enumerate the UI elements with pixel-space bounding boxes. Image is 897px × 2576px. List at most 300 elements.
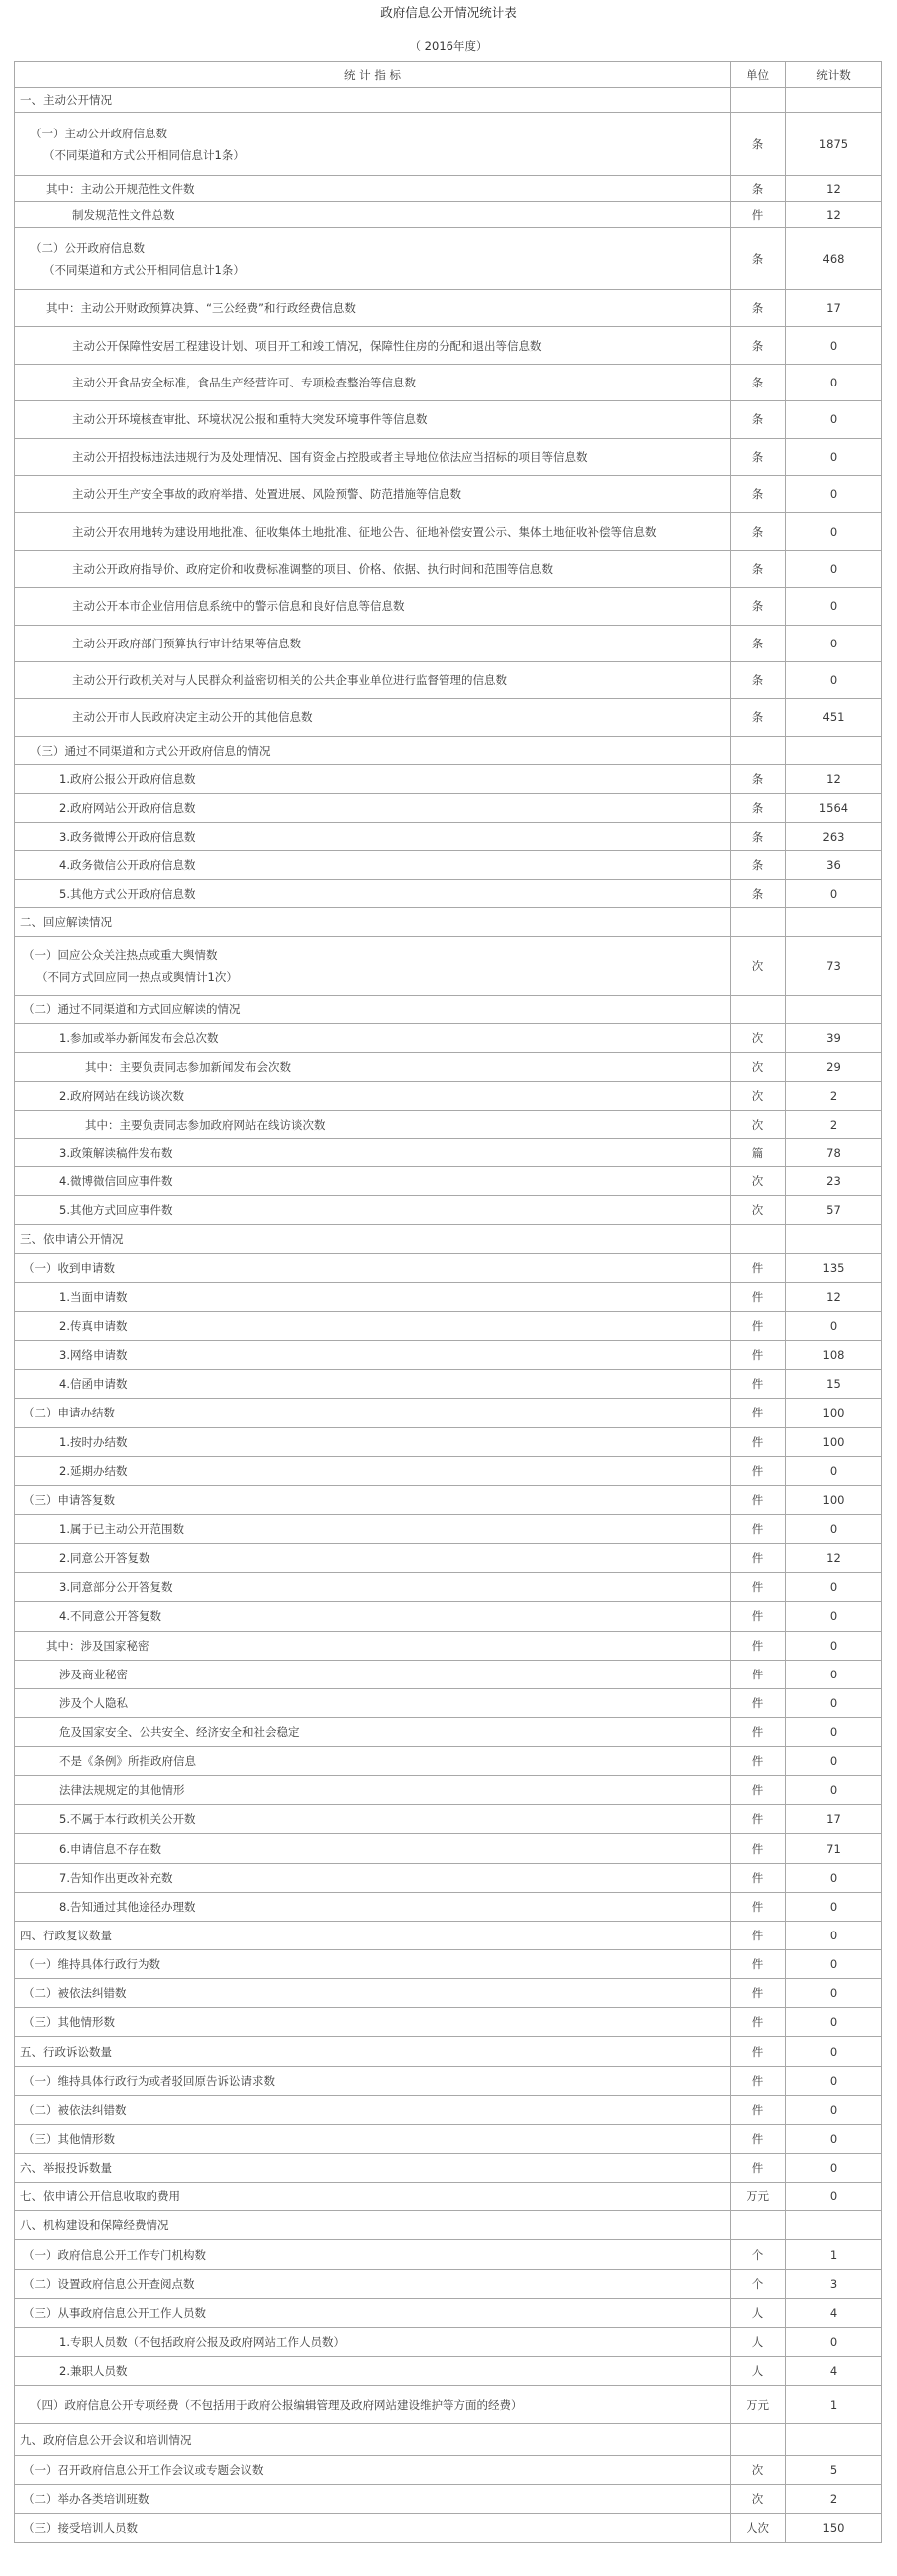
unit-cell: 件: [731, 1573, 786, 1601]
table-row: [15, 1661, 881, 1689]
indicator-label: 2.政府网站公开政府信息数: [15, 794, 731, 822]
table-row: [15, 1053, 881, 1082]
count-cell: 0: [829, 338, 838, 353]
indicator-label: 2.延期办结数: [15, 1457, 731, 1485]
count-cell: [786, 908, 881, 936]
unit-cell: 件: [731, 1864, 786, 1892]
unit-cell: 件: [731, 1370, 786, 1398]
indicator-label: 其中：主动公开财政预算决算、“三公经费”和行政经费信息数: [15, 290, 731, 326]
unit-cell: 条: [731, 113, 786, 175]
table-row: [15, 513, 881, 550]
count-cell: 0: [829, 1870, 838, 1885]
count-cell: 0: [829, 1754, 838, 1769]
unit-cell: 件: [731, 1922, 786, 1949]
count-cell: 0: [829, 1724, 838, 1739]
indicator-label: 主动公开保障性安居工程建设计划、项目开工和竣工情况，保障性住房的分配和退出等信息数: [15, 327, 731, 363]
table-row: [15, 851, 881, 880]
table-row: [15, 2008, 881, 2037]
count-cell: 12: [826, 181, 841, 196]
table-row: [15, 1632, 881, 1661]
unit-cell: 件: [731, 2067, 786, 2095]
table-row: [15, 737, 881, 766]
count-cell: 3: [829, 2276, 838, 2291]
unit-cell: 条: [731, 794, 786, 822]
indicator-label: 3.政务微博公开政府信息数: [15, 823, 731, 851]
indicator-label: （三）其他情形数: [15, 2008, 731, 2036]
table-row: [15, 1196, 881, 1225]
table-row: [15, 1893, 881, 1922]
count-cell: [786, 1225, 881, 1253]
unit-cell: 件: [731, 1805, 786, 1833]
unit-cell: 次: [731, 1196, 786, 1224]
indicator-label: （一）主动公开政府信息数: [30, 126, 167, 140]
unit-cell: 次: [731, 1024, 786, 1052]
indicator-label: （三）从事政府信息公开工作人员数: [15, 2299, 731, 2327]
section-row: [15, 908, 881, 937]
unit-cell: 次: [731, 1082, 786, 1110]
section-row: [15, 2154, 881, 2183]
indicator-label: 3.同意部分公开答复数: [15, 1573, 731, 1601]
count-cell: 0: [829, 886, 838, 901]
count-cell: 0: [829, 1667, 838, 1681]
table-row: [15, 626, 881, 662]
indicator-label: 一、主动公开情况: [15, 88, 731, 112]
unit-cell: 件: [731, 1834, 786, 1862]
indicator-label: 5.不属于本行政机关公开数: [15, 1805, 731, 1833]
count-cell: [786, 996, 881, 1024]
indicator-label: （三）申请答复数: [15, 1486, 731, 1514]
section-row: [15, 2183, 881, 2211]
indicator-label: 1.政府公报公开政府信息数: [15, 765, 731, 793]
indicator-label: （一）收到申请数: [15, 1254, 731, 1282]
table-row: [15, 1457, 881, 1486]
indicator-label: （三）通过不同渠道和方式公开政府信息的情况: [15, 737, 731, 765]
unit-cell: 条: [731, 401, 786, 437]
indicator-label: （二）被依法纠错数: [15, 2096, 731, 2124]
indicator-label: 2.兼职人员数: [15, 2357, 731, 2385]
count-cell: 23: [826, 1174, 841, 1189]
count-cell: 0: [829, 1522, 838, 1536]
count-cell: 0: [829, 1899, 838, 1914]
unit-cell: 人次: [731, 2514, 786, 2542]
indicator-label: 七、依申请公开信息收取的费用: [15, 2183, 731, 2210]
indicator-label: 主动公开政府指导价、政府定价和收费标准调整的项目、价格、依据、执行时间和范围等信息数: [15, 551, 731, 587]
unit-cell: 件: [731, 1776, 786, 1804]
table-row: [15, 113, 881, 176]
table-row: [15, 476, 881, 513]
table-row: [15, 1718, 881, 1747]
count-cell: 0: [829, 1463, 838, 1478]
indicator-label: 其中：主动公开规范性文件数: [15, 176, 731, 201]
table-row: [15, 551, 881, 588]
unit-cell: 个: [731, 2240, 786, 2268]
table-row: [15, 1341, 881, 1370]
table-row: [15, 1283, 881, 1312]
count-cell: 78: [826, 1146, 841, 1160]
unit-cell: 条: [731, 699, 786, 735]
table-row: [15, 1950, 881, 1979]
unit-cell: 条: [731, 365, 786, 400]
table-row: [15, 996, 881, 1025]
indicator-label: 6.申请信息不存在数: [15, 1834, 731, 1862]
count-cell: 0: [829, 673, 838, 688]
unit-cell: 条: [731, 626, 786, 661]
unit-cell: 次: [731, 937, 786, 995]
indicator-label: 危及国家安全、公共安全、经济安全和社会稳定: [15, 1718, 731, 1746]
indicator-label: （二）设置政府信息公开查阅点数: [15, 2270, 731, 2298]
table-row: [15, 290, 881, 327]
indicator-label: 其中：主要负责同志参加政府网站在线访谈次数: [15, 1111, 731, 1139]
count-cell: 0: [829, 2015, 838, 2030]
count-cell: 0: [829, 561, 838, 576]
count-cell: [786, 2211, 881, 2239]
indicator-label: （一）维持具体行政行为或者驳回原告诉讼请求数: [15, 2067, 731, 2095]
table-row: [15, 327, 881, 364]
count-cell: 1875: [818, 136, 849, 151]
unit-cell: 件: [731, 2096, 786, 2124]
indicator-label: 六、举报投诉数量: [15, 2154, 731, 2182]
table-row: [15, 1082, 881, 1111]
indicator-label: 3.政策解读稿件发布数: [15, 1139, 731, 1166]
indicator-cell: [15, 113, 731, 175]
table-row: [15, 1254, 881, 1283]
section-row: [15, 1922, 881, 1950]
indicator-label: 九、政府信息公开会议和培训情况: [15, 2424, 731, 2455]
count-cell: 17: [826, 1812, 841, 1827]
page-title: 政府信息公开情况统计表: [380, 5, 517, 20]
unit-cell: 次: [731, 1167, 786, 1195]
indicator-label: （三）接受培训人员数: [15, 2514, 731, 2542]
indicator-label: 3.网络申请数: [15, 1341, 731, 1369]
table-row: [15, 699, 881, 736]
table-row: [15, 1024, 881, 1053]
indicator-label: 主动公开环境核查审批、环境状况公报和重特大突发环境事件等信息数: [15, 401, 731, 437]
count-cell: 0: [829, 1609, 838, 1624]
count-cell: 0: [829, 487, 838, 502]
count-cell: 150: [822, 2521, 845, 2536]
count-cell: 451: [822, 710, 845, 725]
statistics-table: [14, 61, 882, 2543]
count-cell: 100: [822, 1492, 845, 1507]
unit-cell: [731, 1225, 786, 1253]
count-cell: 2: [829, 2492, 838, 2507]
count-cell: 17: [826, 301, 841, 316]
table-row: [15, 401, 881, 438]
indicator-label: 二、回应解读情况: [15, 908, 731, 936]
count-cell: 0: [829, 636, 838, 650]
unit-cell: [731, 996, 786, 1024]
unit-cell: 件: [731, 2125, 786, 2153]
unit-cell: 次: [731, 1053, 786, 1081]
unit-cell: 条: [731, 476, 786, 512]
table-row: [15, 1428, 881, 1457]
unit-cell: 人: [731, 2328, 786, 2356]
unit-cell: 篇: [731, 1139, 786, 1166]
indicator-cell: [15, 228, 731, 289]
count-cell: [786, 88, 881, 112]
unit-cell: 件: [731, 1254, 786, 1282]
indicator-label: （一）召开政府信息公开工作会议或专题会议数: [15, 2456, 731, 2484]
unit-cell: 件: [731, 202, 786, 227]
count-cell: 0: [829, 2161, 838, 2176]
indicator-label: 2.同意公开答复数: [15, 1544, 731, 1572]
indicator-label: 4.政务微信公开政府信息数: [15, 851, 731, 879]
indicator-label: 2.传真申请数: [15, 1312, 731, 1340]
count-cell: 29: [826, 1059, 841, 1074]
table-row: [15, 2125, 881, 2154]
count-cell: 0: [829, 1783, 838, 1798]
indicator-label: 1.属于已主动公开范围数: [15, 1515, 731, 1543]
count-cell: 12: [826, 1289, 841, 1304]
count-cell: 1: [829, 2397, 838, 2412]
count-cell: 0: [829, 1928, 838, 1942]
table-row: [15, 937, 881, 996]
count-cell: 0: [829, 2073, 838, 2088]
indicator-label: 8.告知通过其他途径办理数: [15, 1893, 731, 1921]
unit-cell: 件: [731, 1689, 786, 1717]
table-row: [15, 1312, 881, 1341]
unit-cell: [731, 2424, 786, 2455]
unit-cell: 件: [731, 1399, 786, 1426]
table-row: [15, 1776, 881, 1805]
indicator-label: 4.信函申请数: [15, 1370, 731, 1398]
count-cell: 57: [826, 1202, 841, 1217]
count-cell: 0: [829, 524, 838, 539]
indicator-label: 5.其他方式公开政府信息数: [15, 880, 731, 907]
table-row: [15, 2299, 881, 2328]
indicator-label: 1.当面申请数: [15, 1283, 731, 1311]
table-row: [15, 2240, 881, 2269]
table-row: [15, 365, 881, 401]
indicator-label: 其中：涉及国家秘密: [15, 1632, 731, 1660]
count-cell: 0: [829, 1986, 838, 2001]
table-row: [15, 588, 881, 625]
unit-cell: 件: [731, 2008, 786, 2036]
indicator-label: 主动公开农用地转为建设用地批准、征收集体土地批准、征地公告、征地补偿安置公示、集体土地征收补偿等信息数: [15, 513, 731, 549]
unit-cell: 条: [731, 228, 786, 289]
count-cell: 39: [826, 1031, 841, 1046]
count-cell: 0: [829, 2044, 838, 2059]
count-cell: 12: [826, 207, 841, 222]
unit-cell: 条: [731, 327, 786, 363]
indicator-label: 制发规范性文件总数: [15, 202, 731, 227]
section-row: [15, 2424, 881, 2456]
table-row: [15, 1979, 881, 2008]
table-row: [15, 2067, 881, 2096]
count-cell: 5: [829, 2463, 838, 2478]
indicator-label: 涉及商业秘密: [15, 1661, 731, 1688]
count-cell: 108: [822, 1348, 845, 1363]
table-row: [15, 1399, 881, 1427]
table-row: [15, 794, 881, 823]
table-row: [15, 1602, 881, 1631]
count-cell: 36: [826, 858, 841, 873]
count-cell: 0: [829, 1695, 838, 1710]
unit-cell: 件: [731, 1428, 786, 1456]
unit-cell: 条: [731, 851, 786, 879]
unit-cell: [731, 88, 786, 112]
indicator-label: （二）申请办结数: [15, 1399, 731, 1426]
count-cell: 0: [829, 1638, 838, 1653]
count-cell: 0: [829, 2131, 838, 2146]
indicator-label: （二）举办各类培训班数: [15, 2485, 731, 2513]
unit-cell: 件: [731, 1515, 786, 1543]
count-cell: 468: [822, 251, 845, 266]
unit-cell: 件: [731, 1486, 786, 1514]
indicator-label: （四）政府信息公开专项经费（不包括用于政府公报编辑管理及政府网站建设维护等方面的经费）: [15, 2386, 731, 2423]
indicator-label: 主动公开本市企业信用信息系统中的警示信息和良好信息等信息数: [15, 588, 731, 624]
table-row: [15, 1864, 881, 1893]
header-value: 统计数: [816, 67, 851, 82]
indicator-cell: [15, 937, 731, 995]
table-row: [15, 662, 881, 699]
table-row: [15, 1747, 881, 1776]
unit-cell: 件: [731, 1602, 786, 1630]
indicator-label: 4.不同意公开答复数: [15, 1602, 731, 1630]
unit-cell: 人: [731, 2299, 786, 2327]
count-cell: 71: [826, 1841, 841, 1856]
table-row: [15, 1805, 881, 1834]
table-row: [15, 176, 881, 202]
count-cell: 100: [822, 1406, 845, 1420]
indicator-label: 4.微博微信回应事件数: [15, 1167, 731, 1195]
unit-cell: 件: [731, 2037, 786, 2065]
table-row: [15, 2514, 881, 2543]
indicator-label: 2.政府网站在线访谈次数: [15, 1082, 731, 1110]
table-row: [15, 202, 881, 228]
unit-cell: 件: [731, 1283, 786, 1311]
count-cell: 263: [822, 829, 845, 844]
unit-cell: 条: [731, 551, 786, 587]
unit-cell: 件: [731, 1312, 786, 1340]
unit-cell: 件: [731, 2154, 786, 2182]
table-row: [15, 1689, 881, 1718]
section-row: [15, 2037, 881, 2066]
indicator-label: 1.专职人员数（不包括政府公报及政府网站工作人员数）: [15, 2328, 731, 2356]
unit-cell: 件: [731, 1341, 786, 1369]
table-row: [15, 2270, 881, 2299]
table-row: [15, 2357, 881, 2386]
header-indicator: 统 计 指 标: [15, 62, 731, 87]
page-subtitle: （ 2016年度）: [409, 39, 488, 53]
table-row: [15, 2386, 881, 2424]
unit-cell: 件: [731, 1718, 786, 1746]
unit-cell: 人: [731, 2357, 786, 2385]
unit-cell: 件: [731, 1979, 786, 2007]
count-cell: 0: [829, 1957, 838, 1972]
unit-cell: 个: [731, 2270, 786, 2298]
count-cell: 0: [829, 599, 838, 614]
unit-cell: 条: [731, 823, 786, 851]
unit-cell: 条: [731, 290, 786, 326]
section-row: [15, 1225, 881, 1254]
indicator-note: （不同渠道和方式公开相同信息计1条）: [43, 262, 245, 277]
count-cell: 0: [829, 412, 838, 427]
count-cell: 0: [829, 1319, 838, 1334]
table-row: [15, 2328, 881, 2357]
unit-cell: 件: [731, 1950, 786, 1978]
unit-cell: 条: [731, 880, 786, 907]
unit-cell: 条: [731, 765, 786, 793]
indicator-label: （一）维持具体行政行为数: [15, 1950, 731, 1978]
indicator-label: （二）公开政府信息数: [30, 240, 145, 255]
indicator-label: 主动公开食品安全标准，食品生产经营许可、专项检查整治等信息数: [15, 365, 731, 400]
unit-cell: 件: [731, 1544, 786, 1572]
count-cell: 0: [829, 2190, 838, 2204]
unit-cell: 件: [731, 1661, 786, 1688]
unit-cell: [731, 908, 786, 936]
table-row: [15, 2096, 881, 2125]
indicator-label: 1.按时办结数: [15, 1428, 731, 1456]
count-cell: 100: [822, 1434, 845, 1449]
indicator-label: 主动公开招投标违法违规行为及处理情况、国有资金占控股或者主导地位依法应当招标的项目等信息数: [15, 439, 731, 475]
table-row: [15, 823, 881, 852]
count-cell: 2: [829, 1117, 838, 1132]
indicator-label: 主动公开生产安全事故的政府举措、处置进展、风险预警、防范措施等信息数: [15, 476, 731, 512]
table-row: [15, 1370, 881, 1399]
unit-cell: 次: [731, 2456, 786, 2484]
count-cell: 1: [829, 2247, 838, 2262]
unit-cell: 条: [731, 439, 786, 475]
indicator-label: 5.其他方式回应事件数: [15, 1196, 731, 1224]
unit-cell: 件: [731, 1747, 786, 1775]
unit-cell: [731, 737, 786, 765]
count-cell: 0: [829, 449, 838, 464]
indicator-label: 法律法规规定的其他情形: [15, 1776, 731, 1804]
count-cell: 135: [822, 1260, 845, 1275]
table-row: [15, 1573, 881, 1602]
table-row: [15, 1544, 881, 1573]
indicator-note: （不同渠道和方式公开相同信息计1条）: [43, 147, 245, 162]
count-cell: 2: [829, 1088, 838, 1103]
count-cell: 1564: [818, 800, 849, 815]
table-row: [15, 1167, 881, 1196]
count-cell: 15: [826, 1377, 841, 1392]
table-row: [15, 439, 881, 476]
indicator-label: 7.告知作出更改补充数: [15, 1864, 731, 1892]
unit-cell: 条: [731, 662, 786, 698]
table-header: [15, 62, 881, 88]
count-cell: 4: [829, 2305, 838, 2320]
indicator-label: 涉及个人隐私: [15, 1689, 731, 1717]
indicator-label: 主动公开政府部门预算执行审计结果等信息数: [15, 626, 731, 661]
unit-cell: 条: [731, 513, 786, 549]
indicator-label: （二）通过不同渠道和方式回应解读的情况: [15, 996, 731, 1024]
indicator-label: 主动公开行政机关对与人民群众利益密切相关的公共企事业单位进行监督管理的信息数: [15, 662, 731, 698]
indicator-label: 其中：主要负责同志参加新闻发布会次数: [15, 1053, 731, 1081]
section-row: [15, 88, 881, 113]
table-row: [15, 1515, 881, 1544]
indicator-label: 不是《条例》所指政府信息: [15, 1747, 731, 1775]
count-cell: [786, 2424, 881, 2455]
unit-cell: 万元: [731, 2183, 786, 2210]
indicator-note: （不同方式回应同一热点或舆情计1次）: [36, 969, 238, 984]
count-cell: 0: [829, 375, 838, 389]
table-row: [15, 880, 881, 908]
count-cell: 12: [826, 772, 841, 787]
indicator-label: （一）政府信息公开工作专门机构数: [15, 2240, 731, 2268]
unit-cell: 万元: [731, 2386, 786, 2423]
unit-cell: 件: [731, 1457, 786, 1485]
indicator-label: 四、行政复议数量: [15, 1922, 731, 1949]
indicator-label: （二）被依法纠错数: [15, 1979, 731, 2007]
section-row: [15, 2211, 881, 2240]
unit-cell: 件: [731, 1893, 786, 1921]
count-cell: 0: [829, 2102, 838, 2117]
table-row: [15, 228, 881, 290]
unit-cell: 件: [731, 1632, 786, 1660]
table-row: [15, 2456, 881, 2485]
